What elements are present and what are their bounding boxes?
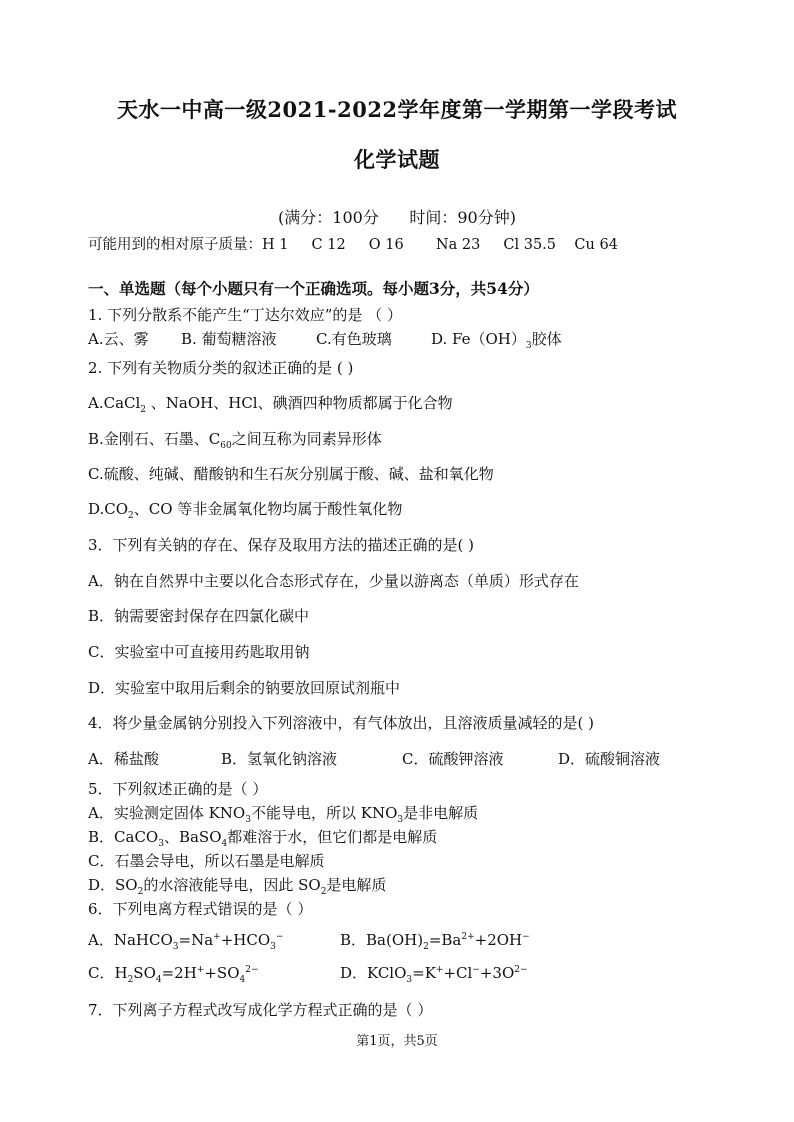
question-6-option-c: C．$H_2SO_4=2H^++SO_4^{2-}$ (88, 964, 259, 985)
exam-subtitle: 化学试题 (354, 147, 440, 172)
question-2-option-c: C.硫酸、纯碱、醋酸钠和生石灰分别属于酸、碱、盐和氧化物 (88, 465, 494, 483)
question-1-stem: 1. 下列分散系不能产生“丁达尔效应”的是 （ ） (88, 306, 402, 324)
question-1-option-a: A.云、雾 (88, 330, 149, 348)
question-6-option-a: A．$NaHCO_3=Na^++HCO_3^-$ (88, 931, 284, 952)
question-5-option-b: B．CaCO$_3$、BaSO$_4$都难溶于水，但它们都是电解质 (88, 828, 438, 849)
question-6-option-b: B．$Ba(OH)_2=Ba^{2+}+2OH^-$ (340, 931, 530, 952)
question-5-stem: 5．下列叙述正确的是（ ） (88, 780, 268, 798)
question-4-option-b: B．氢氧化钠溶液 (221, 750, 338, 768)
question-3-option-d: D．实验室中取用后剩余的钠要放回原试剂瓶中 (88, 679, 401, 697)
page-footer: 第1页，共5页 (356, 1034, 438, 1049)
question-2-stem: 2. 下列有关物质分类的叙述正确的是 ( ) (88, 359, 354, 377)
question-2-option-d: $D.CO_2$、CO 等非金属氧化物均属于酸性氧化物 (88, 500, 403, 521)
question-4-stem: 4．将少量金属钠分别投入下列溶液中，有气体放出，且溶液质量减轻的是( ) (88, 714, 595, 732)
question-4-option-a: A．稀盐酸 (88, 750, 159, 768)
section-title: 一、单选题（每个小题只有一个正确选项。每小题3分，共54分） (88, 279, 539, 298)
question-1-option-c: C.有色玻璃 (316, 330, 392, 348)
question-6-option-d: D．$KClO_3=K^++Cl^-+3O^{2-}$ (340, 964, 528, 985)
question-3-option-a: A．钠在自然界中主要以化合态形式存在，少量以游离态（单质）形式存在 (88, 572, 579, 590)
question-1-option-b: B. 葡萄糖溶液 (181, 330, 277, 348)
score-time-info: (满分：100分 时间：90分钟) (278, 208, 516, 227)
question-7-stem: 7．下列离子方程式改写成化学方程式正确的是（ ） (88, 1001, 433, 1019)
question-6-stem: 6．下列电离方程式错误的是（ ） (88, 900, 313, 918)
question-5-option-c: C．石墨会导电，所以石墨是电解质 (88, 852, 325, 870)
question-3-option-b: B．钠需要密封保存在四氯化碳中 (88, 607, 310, 625)
atomic-masses: 可能用到的相对原子质量：H 1 C 12 O 16 Na 23 Cl 35.5 Cu 64 (88, 237, 618, 253)
question-1-option-d: D. $Fe(OH)_3$胶体 (431, 330, 562, 351)
question-4-option-d: D．硫酸铜溶液 (558, 750, 661, 768)
question-4-option-c: C．硫酸钾溶液 (402, 750, 504, 768)
question-3-option-c: C．实验室中可直接用药匙取用钠 (88, 643, 310, 661)
question-5-option-d: D．$SO_2$的水溶液能导电，因此 $SO_2$是电解质 (88, 876, 387, 897)
question-3-stem: 3．下列有关钠的存在、保存及取用方法的描述正确的是( ) (88, 536, 475, 554)
exam-title: 天水一中高一级2021-2022学年度第一学期第一学段考试 (116, 97, 678, 122)
question-2-option-a: A.CaCl$_2$ 、NaOH、HCl、碘酒四种物质都属于化合物 (88, 394, 453, 415)
question-2-option-b: B.金刚石、石墨、$C_{60}$之间互称为同素异形体 (88, 430, 382, 451)
question-5-option-a: A．实验测定固体 $KNO_3$不能导电，所以 $KNO_3$是非电解质 (88, 804, 479, 825)
